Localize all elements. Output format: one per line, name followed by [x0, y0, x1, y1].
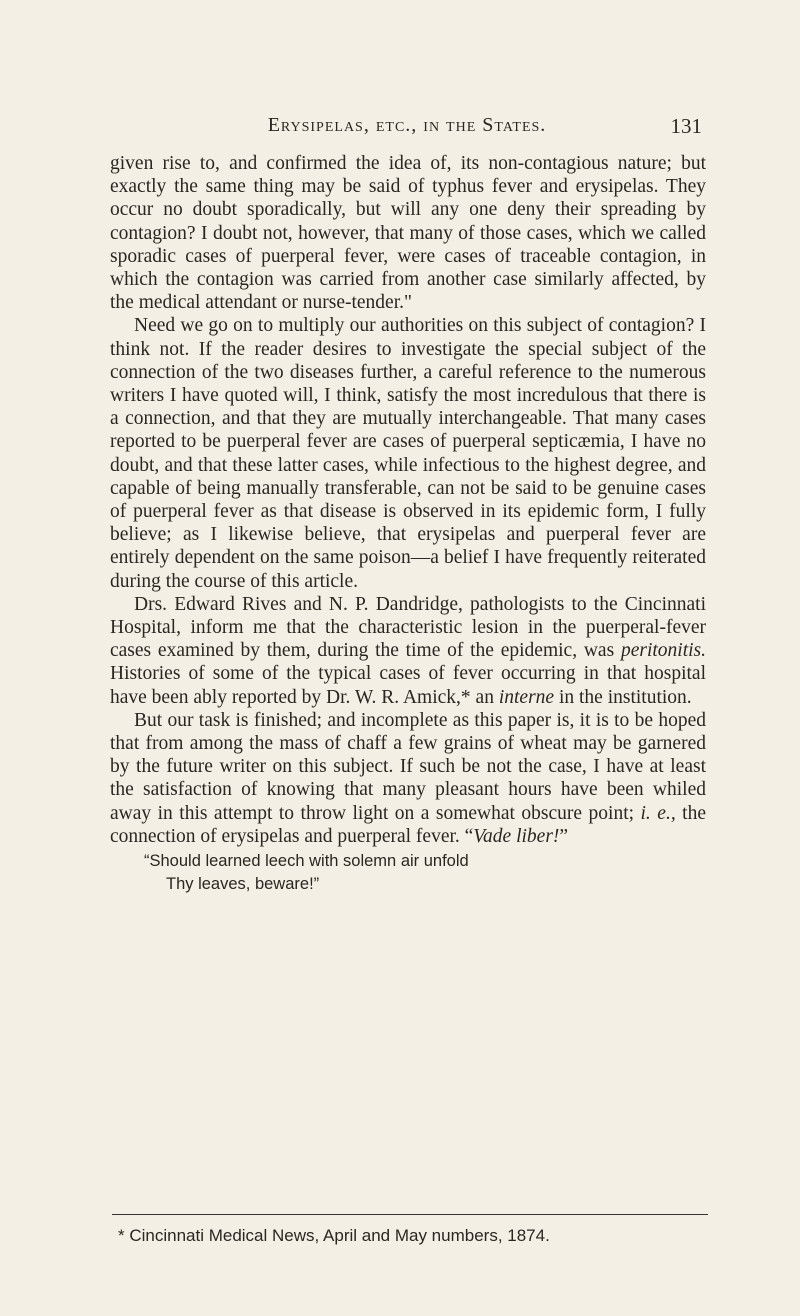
paragraph-pathologists [110, 593, 706, 709]
footnote-rule [112, 1214, 708, 1215]
paragraph-conclusion [110, 709, 706, 848]
italic-term: Vade liber! [473, 825, 560, 847]
footnote: * Cincinnati Medical News, April and May numbers, 1874. [118, 1226, 550, 1245]
page-header [112, 114, 702, 148]
running-head: Erysipelas, etc., in the States. [267, 114, 547, 136]
paragraph: Need we go on to multiply our authorities on this subject of contagion? I think not. If the reader desires to investigate the special subject of the connection of the two diseases further, a careful reference to the numerous writers I have quoted will, I think, satisfy the most incredulous that there is a connection, and that they are mutually interchangeable. That many cases reported to be puerperal fever are cases of puerperal septicæmia, I have no doubt, and that these latter cases, while infectious to the highest degree, and capable of being manually transferable, can not be said to be genuine cases of puerperal fever as that disease is observed in its epidemic form, I fully believe; as I likewise believe, that erysipelas and puerperal fever are entirely dependent on the same poison—a belief I have frequently reiterated during the course of this article. [110, 315, 706, 592]
verse-quote [110, 850, 706, 896]
italic-term: peritonitis. [620, 640, 706, 662]
italic-term: i. e., [640, 802, 676, 824]
body-text [110, 152, 706, 896]
verse-line: Thy leaves, beware!” [166, 875, 320, 894]
verse-line: “Should learned leech with solemn air unfold [144, 852, 469, 871]
text-run: ” [559, 825, 569, 847]
text-run: But our task is finished; and incomplete as this paper is, it is to be hoped that from among the mass of chaff a few grains of wheat may be garnered by the future writer on this subject. If such be not the case, I have at least the satisfaction of knowing that many pleasant hours have been whiled away in this attempt to throw light on a somewhat obscure point; [110, 709, 706, 824]
italic-term: interne [498, 686, 555, 708]
text-run: Histories of some of the typical cases of fever occurring in that hospital have been ably reported by Dr. W. R. Amick,* an [110, 663, 706, 708]
text-run: Drs. Edward Rives and N. P. Dandridge, pathologists to the Cincinnati Hospital, inform me that the characteristic lesion in the puerperal-fever cases examined by them, during the time of the epidemic, was [110, 593, 706, 662]
page-number: 131 [670, 114, 702, 138]
paragraph: given rise to, and confirmed the idea of, its non-contagious nature; but exactly the same thing may be said of typhus fever and erysipelas. They occur no doubt sporadically, but will any one deny their spreading by contagion? I doubt not, however, that many of those cases, which we called sporadic cases of puerperal fever, were cases of traceable contagion, in which the contagion was carried from another case similarly affected, by the medical attendant or nurse-tender." [110, 153, 706, 314]
text-run: the connection of erysipelas and puerperal fever. “ [110, 802, 707, 847]
text-run: in the institution. [554, 686, 692, 708]
